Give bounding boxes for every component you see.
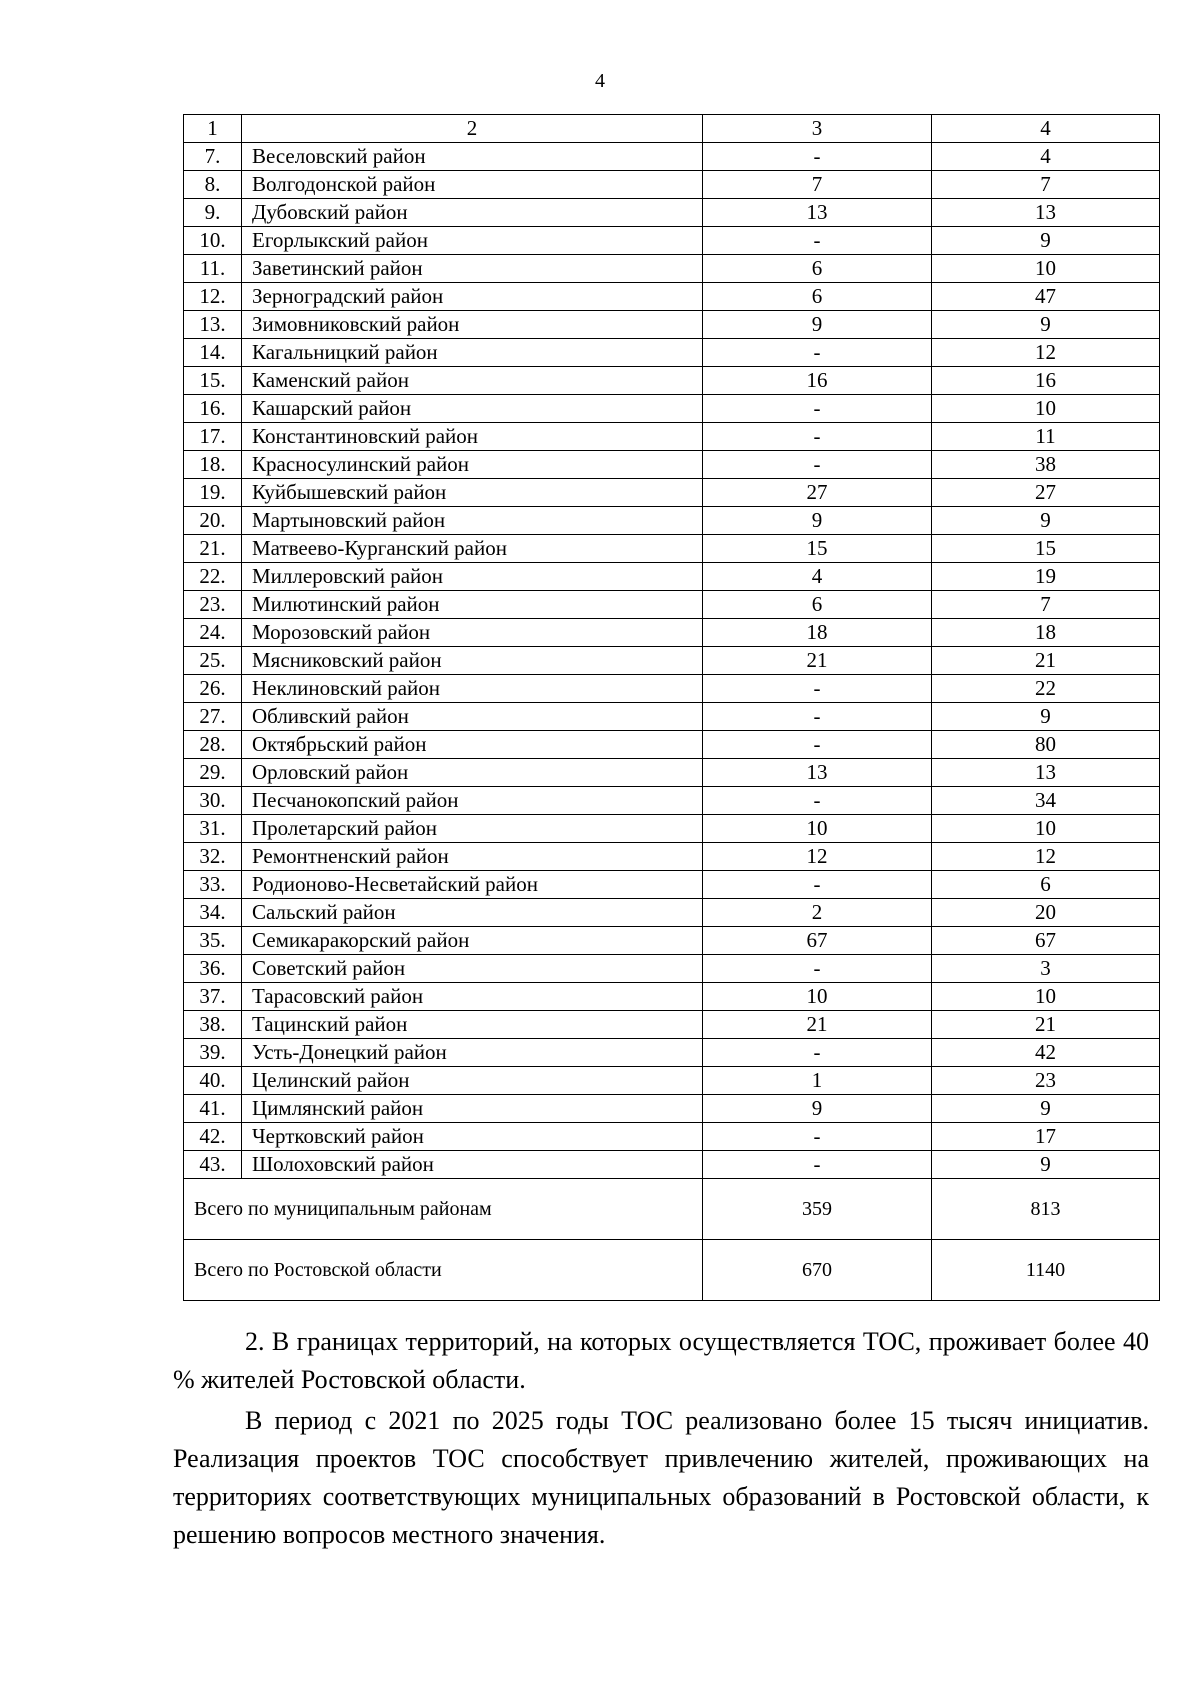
column-4-value-cell: 9 bbox=[932, 507, 1160, 535]
district-name-cell: Куйбышевский район bbox=[242, 479, 703, 507]
table-row bbox=[184, 703, 1160, 731]
district-name-cell: Кагальницкий район bbox=[242, 339, 703, 367]
total-c3-value-cell: 670 bbox=[703, 1240, 932, 1301]
district-name-cell: Чертковский район bbox=[242, 1123, 703, 1151]
row-number-cell: 25. bbox=[184, 647, 242, 675]
row-number-cell: 34. bbox=[184, 899, 242, 927]
table-row bbox=[184, 871, 1160, 899]
row-number-cell: 13. bbox=[184, 311, 242, 339]
column-4-value-cell: 9 bbox=[932, 1151, 1160, 1179]
column-3-value-cell: - bbox=[703, 423, 932, 451]
total-c3-value-cell: 359 bbox=[703, 1179, 932, 1240]
row-number-cell: 39. bbox=[184, 1039, 242, 1067]
column-3-value-cell: - bbox=[703, 703, 932, 731]
row-number-cell: 21. bbox=[184, 535, 242, 563]
district-name-cell: Пролетарский район bbox=[242, 815, 703, 843]
column-3-value-cell: - bbox=[703, 395, 932, 423]
table-row bbox=[184, 451, 1160, 479]
column-3-value-cell: 6 bbox=[703, 283, 932, 311]
column-3-value-cell: 7 bbox=[703, 171, 932, 199]
column-4-value-cell: 34 bbox=[932, 787, 1160, 815]
column-4-value-cell: 17 bbox=[932, 1123, 1160, 1151]
header-cell-2: 2 bbox=[242, 115, 703, 143]
row-number-cell: 42. bbox=[184, 1123, 242, 1151]
tos-table-body bbox=[184, 115, 1160, 1301]
table-row bbox=[184, 647, 1160, 675]
column-4-value-cell: 3 bbox=[932, 955, 1160, 983]
column-4-value-cell: 15 bbox=[932, 535, 1160, 563]
district-name-cell: Шолоховский район bbox=[242, 1151, 703, 1179]
column-4-value-cell: 19 bbox=[932, 563, 1160, 591]
column-4-value-cell: 10 bbox=[932, 255, 1160, 283]
district-name-cell: Волгодонской район bbox=[242, 171, 703, 199]
district-name-cell: Егорлыкский район bbox=[242, 227, 703, 255]
column-3-value-cell: - bbox=[703, 1123, 932, 1151]
row-number-cell: 40. bbox=[184, 1067, 242, 1095]
column-4-value-cell: 38 bbox=[932, 451, 1160, 479]
body-text bbox=[173, 1323, 1149, 1557]
column-4-value-cell: 11 bbox=[932, 423, 1160, 451]
row-number-cell: 35. bbox=[184, 927, 242, 955]
district-name-cell: Заветинский район bbox=[242, 255, 703, 283]
column-4-value-cell: 67 bbox=[932, 927, 1160, 955]
district-name-cell: Целинский район bbox=[242, 1067, 703, 1095]
column-4-value-cell: 4 bbox=[932, 143, 1160, 171]
district-name-cell: Семикаракорский район bbox=[242, 927, 703, 955]
district-name-cell: Цимлянский район bbox=[242, 1095, 703, 1123]
table-row bbox=[184, 1067, 1160, 1095]
column-4-value-cell: 23 bbox=[932, 1067, 1160, 1095]
column-3-value-cell: - bbox=[703, 451, 932, 479]
table-total-row bbox=[184, 1240, 1160, 1301]
row-number-cell: 31. bbox=[184, 815, 242, 843]
column-3-value-cell: - bbox=[703, 731, 932, 759]
table-row bbox=[184, 227, 1160, 255]
district-name-cell: Милютинский район bbox=[242, 591, 703, 619]
row-number-cell: 19. bbox=[184, 479, 242, 507]
district-name-cell: Обливский район bbox=[242, 703, 703, 731]
district-name-cell: Дубовский район bbox=[242, 199, 703, 227]
table-row bbox=[184, 1095, 1160, 1123]
table-row bbox=[184, 255, 1160, 283]
table-row bbox=[184, 1151, 1160, 1179]
district-name-cell: Тарасовский район bbox=[242, 983, 703, 1011]
table-row bbox=[184, 731, 1160, 759]
column-4-value-cell: 18 bbox=[932, 619, 1160, 647]
row-number-cell: 8. bbox=[184, 171, 242, 199]
row-number-cell: 24. bbox=[184, 619, 242, 647]
column-3-value-cell: - bbox=[703, 955, 932, 983]
column-4-value-cell: 13 bbox=[932, 759, 1160, 787]
row-number-cell: 7. bbox=[184, 143, 242, 171]
row-number-cell: 12. bbox=[184, 283, 242, 311]
district-name-cell: Ремонтненский район bbox=[242, 843, 703, 871]
column-4-value-cell: 21 bbox=[932, 1011, 1160, 1039]
district-name-cell: Веселовский район bbox=[242, 143, 703, 171]
row-number-cell: 18. bbox=[184, 451, 242, 479]
district-name-cell: Песчанокопский район bbox=[242, 787, 703, 815]
row-number-cell: 38. bbox=[184, 1011, 242, 1039]
column-4-value-cell: 7 bbox=[932, 591, 1160, 619]
total-c4-value-cell: 1140 bbox=[932, 1240, 1160, 1301]
table-row bbox=[184, 619, 1160, 647]
column-4-value-cell: 27 bbox=[932, 479, 1160, 507]
column-4-value-cell: 9 bbox=[932, 227, 1160, 255]
row-number-cell: 11. bbox=[184, 255, 242, 283]
table-row bbox=[184, 507, 1160, 535]
page-number: 4 bbox=[595, 70, 605, 92]
total-c4-value-cell: 813 bbox=[932, 1179, 1160, 1240]
tos-table bbox=[183, 114, 1160, 1301]
column-3-value-cell: - bbox=[703, 675, 932, 703]
table-row bbox=[184, 563, 1160, 591]
table-row bbox=[184, 815, 1160, 843]
column-3-value-cell: 2 bbox=[703, 899, 932, 927]
column-4-value-cell: 20 bbox=[932, 899, 1160, 927]
table-row bbox=[184, 899, 1160, 927]
district-name-cell: Морозовский район bbox=[242, 619, 703, 647]
column-3-value-cell: 6 bbox=[703, 255, 932, 283]
district-name-cell: Родионово-Несветайский район bbox=[242, 871, 703, 899]
column-3-value-cell: - bbox=[703, 787, 932, 815]
table-row bbox=[184, 759, 1160, 787]
column-3-value-cell: 9 bbox=[703, 1095, 932, 1123]
column-3-value-cell: 27 bbox=[703, 479, 932, 507]
row-number-cell: 23. bbox=[184, 591, 242, 619]
column-4-value-cell: 9 bbox=[932, 703, 1160, 731]
district-name-cell: Миллеровский район bbox=[242, 563, 703, 591]
header-cell-4: 4 bbox=[932, 115, 1160, 143]
district-name-cell: Усть-Донецкий район bbox=[242, 1039, 703, 1067]
row-number-cell: 30. bbox=[184, 787, 242, 815]
district-name-cell: Каменский район bbox=[242, 367, 703, 395]
column-4-value-cell: 10 bbox=[932, 983, 1160, 1011]
column-3-value-cell: 15 bbox=[703, 535, 932, 563]
row-number-cell: 41. bbox=[184, 1095, 242, 1123]
district-name-cell: Октябрьский район bbox=[242, 731, 703, 759]
row-number-cell: 15. bbox=[184, 367, 242, 395]
table-row bbox=[184, 787, 1160, 815]
column-4-value-cell: 7 bbox=[932, 171, 1160, 199]
table-row bbox=[184, 535, 1160, 563]
column-4-value-cell: 22 bbox=[932, 675, 1160, 703]
column-3-value-cell: - bbox=[703, 227, 932, 255]
column-4-value-cell: 80 bbox=[932, 731, 1160, 759]
column-3-value-cell: 21 bbox=[703, 1011, 932, 1039]
column-3-value-cell: 13 bbox=[703, 199, 932, 227]
table-row bbox=[184, 311, 1160, 339]
table-row bbox=[184, 395, 1160, 423]
column-4-value-cell: 9 bbox=[932, 311, 1160, 339]
column-3-value-cell: 9 bbox=[703, 311, 932, 339]
table-row bbox=[184, 283, 1160, 311]
column-4-value-cell: 21 bbox=[932, 647, 1160, 675]
column-3-value-cell: 12 bbox=[703, 843, 932, 871]
district-name-cell: Матвеево-Курганский район bbox=[242, 535, 703, 563]
column-3-value-cell: - bbox=[703, 1151, 932, 1179]
row-number-cell: 29. bbox=[184, 759, 242, 787]
table-row bbox=[184, 367, 1160, 395]
row-number-cell: 10. bbox=[184, 227, 242, 255]
column-3-value-cell: 21 bbox=[703, 647, 932, 675]
table-row bbox=[184, 927, 1160, 955]
row-number-cell: 16. bbox=[184, 395, 242, 423]
row-number-cell: 26. bbox=[184, 675, 242, 703]
total-label-cell: Всего по муниципальным районам bbox=[184, 1179, 703, 1240]
table-row bbox=[184, 1011, 1160, 1039]
district-name-cell: Тацинский район bbox=[242, 1011, 703, 1039]
table-row bbox=[184, 843, 1160, 871]
column-3-value-cell: 6 bbox=[703, 591, 932, 619]
table-row bbox=[184, 423, 1160, 451]
row-number-cell: 20. bbox=[184, 507, 242, 535]
row-number-cell: 28. bbox=[184, 731, 242, 759]
table-row bbox=[184, 591, 1160, 619]
column-4-value-cell: 12 bbox=[932, 843, 1160, 871]
paragraph-initiatives: В период с 2021 по 2025 годы ТОС реализовано более 15 тысяч инициатив. Реализация проектов ТОС способствует привлечению жителей, проживающих на территориях соответствующих муниципальных образований в Ростовской области, к решению вопросов местного значения. bbox=[173, 1406, 1149, 1549]
district-name-cell: Зимовниковский район bbox=[242, 311, 703, 339]
header-cell-3: 3 bbox=[703, 115, 932, 143]
table-header-row bbox=[184, 115, 1160, 143]
column-3-value-cell: - bbox=[703, 871, 932, 899]
column-3-value-cell: 10 bbox=[703, 983, 932, 1011]
district-name-cell: Орловский район bbox=[242, 759, 703, 787]
column-4-value-cell: 6 bbox=[932, 871, 1160, 899]
column-3-value-cell: 9 bbox=[703, 507, 932, 535]
column-4-value-cell: 42 bbox=[932, 1039, 1160, 1067]
district-name-cell: Красносулинский район bbox=[242, 451, 703, 479]
column-3-value-cell: - bbox=[703, 143, 932, 171]
column-3-value-cell: 4 bbox=[703, 563, 932, 591]
column-4-value-cell: 10 bbox=[932, 395, 1160, 423]
table-row bbox=[184, 339, 1160, 367]
table-row bbox=[184, 983, 1160, 1011]
table-row bbox=[184, 1039, 1160, 1067]
district-name-cell: Неклиновский район bbox=[242, 675, 703, 703]
column-4-value-cell: 13 bbox=[932, 199, 1160, 227]
row-number-cell: 36. bbox=[184, 955, 242, 983]
district-name-cell: Советский район bbox=[242, 955, 703, 983]
district-name-cell: Мартыновский район bbox=[242, 507, 703, 535]
column-4-value-cell: 9 bbox=[932, 1095, 1160, 1123]
column-3-value-cell: 1 bbox=[703, 1067, 932, 1095]
district-name-cell: Зерноградский район bbox=[242, 283, 703, 311]
column-3-value-cell: - bbox=[703, 339, 932, 367]
table-row bbox=[184, 955, 1160, 983]
column-3-value-cell: 67 bbox=[703, 927, 932, 955]
table-row bbox=[184, 1123, 1160, 1151]
column-4-value-cell: 47 bbox=[932, 283, 1160, 311]
row-number-cell: 37. bbox=[184, 983, 242, 1011]
district-name-cell: Константиновский район bbox=[242, 423, 703, 451]
table-total-row bbox=[184, 1179, 1160, 1240]
district-name-cell: Сальский район bbox=[242, 899, 703, 927]
column-3-value-cell: 18 bbox=[703, 619, 932, 647]
row-number-cell: 17. bbox=[184, 423, 242, 451]
district-name-cell: Кашарский район bbox=[242, 395, 703, 423]
column-4-value-cell: 10 bbox=[932, 815, 1160, 843]
column-4-value-cell: 16 bbox=[932, 367, 1160, 395]
row-number-cell: 22. bbox=[184, 563, 242, 591]
table-row bbox=[184, 143, 1160, 171]
row-number-cell: 43. bbox=[184, 1151, 242, 1179]
column-3-value-cell: 16 bbox=[703, 367, 932, 395]
column-3-value-cell: 10 bbox=[703, 815, 932, 843]
table-row bbox=[184, 171, 1160, 199]
paragraph-population: 2. В границах территорий, на которых осуществляется ТОС, проживает более 40 % жителей Ростовской области. bbox=[173, 1327, 1149, 1394]
column-3-value-cell: - bbox=[703, 1039, 932, 1067]
district-name-cell: Мясниковский район bbox=[242, 647, 703, 675]
table-row bbox=[184, 675, 1160, 703]
total-label-cell: Всего по Ростовской области bbox=[184, 1240, 703, 1301]
row-number-cell: 9. bbox=[184, 199, 242, 227]
column-4-value-cell: 12 bbox=[932, 339, 1160, 367]
row-number-cell: 14. bbox=[184, 339, 242, 367]
column-3-value-cell: 13 bbox=[703, 759, 932, 787]
row-number-cell: 33. bbox=[184, 871, 242, 899]
table-row bbox=[184, 199, 1160, 227]
header-cell-1: 1 bbox=[184, 115, 242, 143]
row-number-cell: 27. bbox=[184, 703, 242, 731]
table-row bbox=[184, 479, 1160, 507]
row-number-cell: 32. bbox=[184, 843, 242, 871]
